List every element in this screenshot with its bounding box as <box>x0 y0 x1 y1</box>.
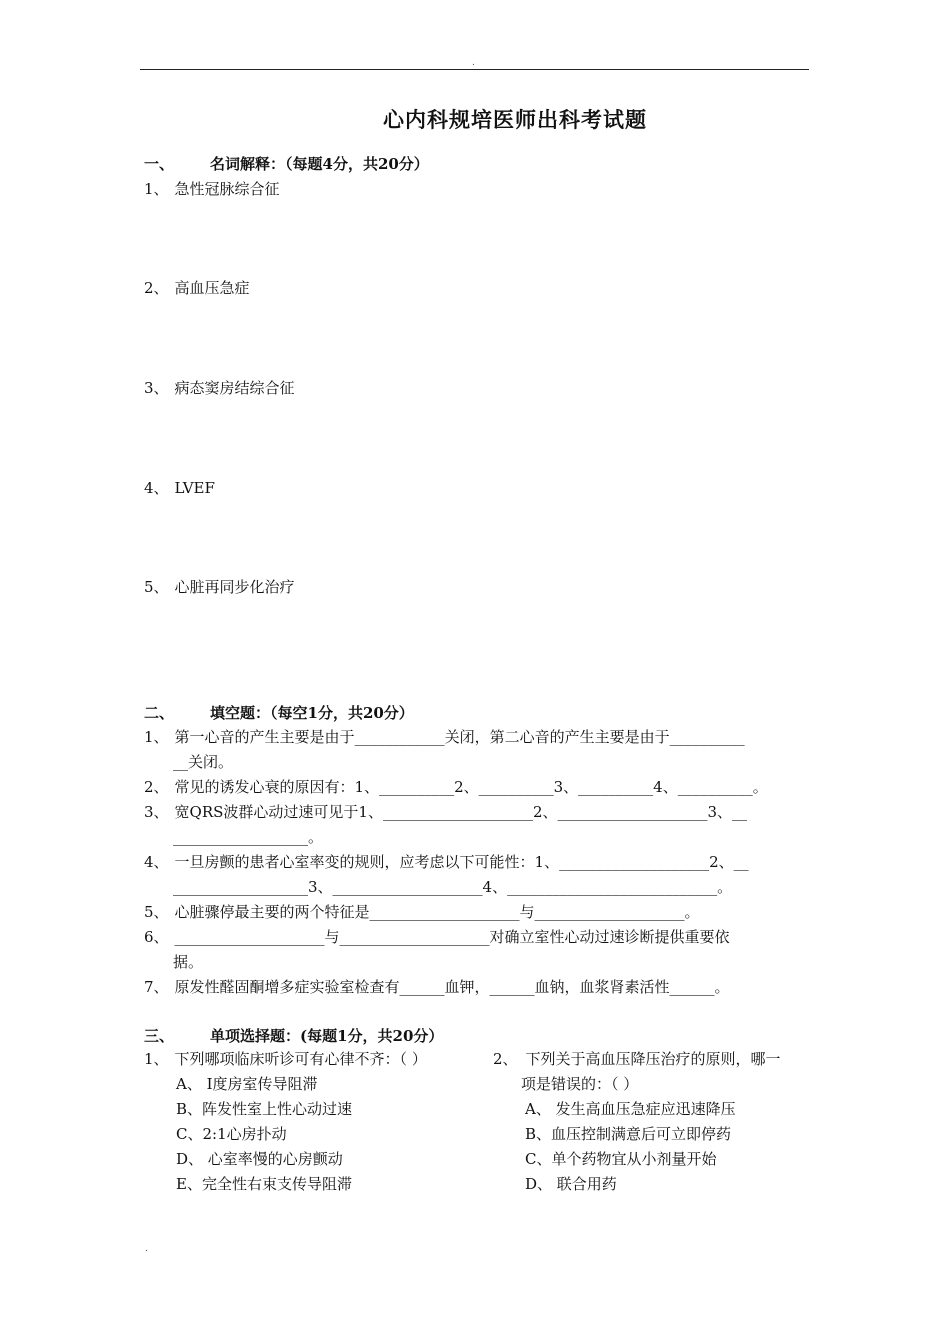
term-item-3 <box>144 377 295 398</box>
option-d[interactable]: D、 联合用药 <box>525 1175 617 1193</box>
question-text: ____________________与____________________对确立室性心动过速诊断提供重要依 <box>174 928 730 946</box>
question-number: 1、 <box>144 728 169 746</box>
section-1-title: 名词解释：（每题4分，共20分） <box>210 155 429 173</box>
term-text: 心脏再同步化治疗 <box>174 578 295 596</box>
question-text: 下列关于高血压降压治疗的原则，哪一 <box>525 1050 781 1068</box>
term-number: 3、 <box>144 379 169 397</box>
option-d[interactable]: D、 心室率慢的心房颤动 <box>176 1150 343 1168</box>
term-number: 5、 <box>144 578 169 596</box>
term-text: 急性冠脉综合征 <box>174 180 280 198</box>
section-3-heading <box>144 1025 443 1046</box>
question-text: 心脏骤停最主要的两个特征是____________________与____________________。 <box>174 903 700 921</box>
fill-question-4-cont: __________________3、____________________4、____________________________。 <box>173 878 733 896</box>
section-1-heading <box>144 153 429 174</box>
term-text: 高血压急症 <box>174 279 250 297</box>
question-text: 第一心音的产生主要是由于 <box>174 728 355 746</box>
question-stem-cont: 项是错误的：（ ） <box>521 1075 639 1093</box>
fill-question-3-cont: __________________。 <box>173 828 324 846</box>
fill-question-1 <box>144 726 745 747</box>
section-2-title: 填空题：（每空1分，共20分） <box>210 704 414 722</box>
term-item-1 <box>144 178 280 199</box>
question-number: 5、 <box>144 903 169 921</box>
fill-question-3 <box>144 801 747 822</box>
footer-mark: . <box>145 1244 148 1254</box>
question-number: 6、 <box>144 928 169 946</box>
section-2-heading <box>144 702 414 723</box>
question-text: 下列哪项临床听诊可有心律不齐：（ ） <box>174 1050 427 1068</box>
section-2-number: 二、 <box>144 704 175 722</box>
option-c[interactable]: C、2:1心房扑动 <box>176 1125 287 1143</box>
section-1-number: 一、 <box>144 155 175 173</box>
header-mark: . <box>472 58 475 68</box>
fill-question-5 <box>144 901 700 922</box>
question-number: 1、 <box>144 1050 169 1068</box>
option-b[interactable]: B、血压控制满意后可立即停药 <box>525 1125 732 1143</box>
question-number: 2、 <box>144 778 169 796</box>
term-text: LVEF <box>174 479 215 497</box>
fill-question-6-cont: 据。 <box>173 953 204 971</box>
option-c[interactable]: C、单个药物宜从小剂量开始 <box>525 1150 717 1168</box>
section-3-number: 三、 <box>144 1027 175 1045</box>
question-text: 原发性醛固酮增多症实验室检查有______血钾，______血钠，血浆肾素活性______。 <box>174 978 730 996</box>
page-title: 心内科规培医师出科考试题 <box>383 107 647 132</box>
question-text: 关闭，第二心音的产生主要是由于 <box>444 728 670 746</box>
question-stem <box>144 1047 427 1072</box>
question-number: 4、 <box>144 853 169 871</box>
option-a[interactable]: A、 I度房室传导阻滞 <box>176 1075 318 1093</box>
section-3-title: 单项选择题：(每题1分，共20分） <box>210 1027 444 1045</box>
term-text: 病态窦房结综合征 <box>174 379 295 397</box>
option-e[interactable]: E、完全性右束支传导阻滞 <box>176 1175 352 1193</box>
header-rule <box>140 69 809 70</box>
term-number: 4、 <box>144 479 169 497</box>
term-number: 1、 <box>144 180 169 198</box>
question-number: 3、 <box>144 803 169 821</box>
fill-question-4 <box>144 851 749 872</box>
term-item-2 <box>144 277 250 298</box>
fill-question-7 <box>144 976 730 997</box>
term-item-5 <box>144 576 295 597</box>
term-number: 2、 <box>144 279 169 297</box>
question-text: 常见的诱发心衰的原因有：1、__________2、__________3、__________4、__________。 <box>174 778 768 796</box>
question-text: 一旦房颤的患者心室率变的规则，应考虑以下可能性：1、____________________2、__ <box>174 853 749 871</box>
question-number: 7、 <box>144 978 169 996</box>
question-stem <box>493 1047 781 1072</box>
answer-blank[interactable]: __________ <box>669 728 745 746</box>
question-number: 2、 <box>493 1050 518 1068</box>
answer-blank[interactable]: ____________ <box>354 728 445 746</box>
term-item-4 <box>144 477 215 498</box>
question-text: 宽QRS波群心动过速可见于1、____________________2、____________________3、__ <box>174 803 748 821</box>
option-b[interactable]: B、阵发性室上性心动过速 <box>176 1100 353 1118</box>
fill-question-6 <box>144 926 730 947</box>
choice-question-1 <box>144 1047 427 1197</box>
fill-question-1-cont: __关闭。 <box>173 753 234 771</box>
fill-question-2 <box>144 776 768 797</box>
choice-question-2 <box>493 1047 781 1197</box>
option-a[interactable]: A、 发生高血压急症应迅速降压 <box>525 1100 736 1118</box>
